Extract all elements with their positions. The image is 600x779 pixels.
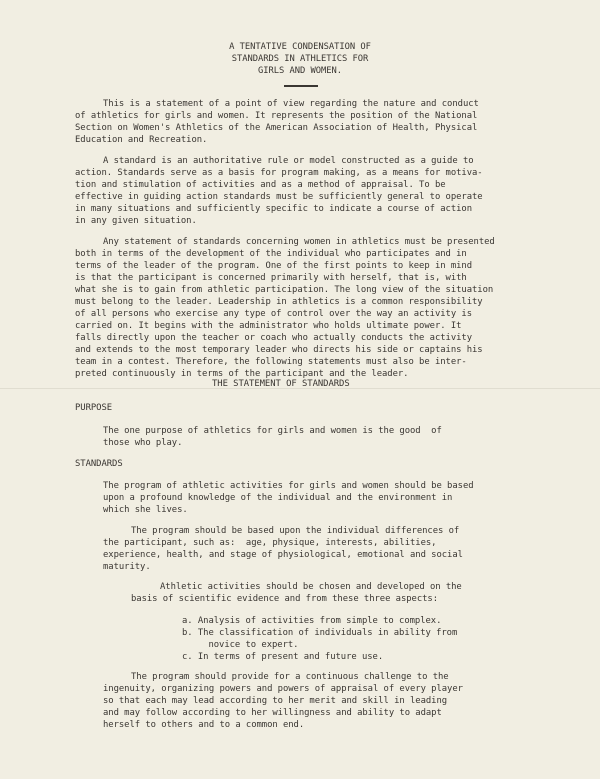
program-line: The program of athletic activities for girls and women should be based	[103, 481, 474, 491]
statement-line: terms of the leader of the program. One of the first points to keep in mind	[75, 261, 472, 271]
statement-of-standards-heading: THE STATEMENT OF STANDARDS	[212, 379, 350, 389]
aspect-item-a: a. Analysis of activities from simple to complex.	[182, 616, 442, 626]
standard-line: in any given situation.	[75, 216, 197, 226]
statement-line: Any statement of standards concerning women in athletics must be presented	[103, 237, 495, 247]
statement-line: both in terms of the development of the individual who participates and in	[75, 249, 467, 259]
statement-line: and extends to the most temporary leader who directs his side or captains his	[75, 345, 483, 355]
standard-line: A standard is an authoritative rule or model constructed as a guide to	[103, 156, 474, 166]
statement-line: carried on. It begins with the administrator who holds ultimate power. It	[75, 321, 462, 331]
challenge-line: herself to others and to a common end.	[103, 720, 305, 730]
aspect-item-b: b. The classification of individuals in ability from	[182, 628, 458, 638]
standard-line: in many situations and sufficiently specific to indicate a course of action	[75, 204, 472, 214]
document-title-line-1: A TENTATIVE CONDENSATION OF	[229, 42, 371, 52]
standards-heading: STANDARDS	[75, 459, 123, 469]
differences-line: The program should be based upon the individual differences of	[131, 526, 460, 536]
intro-line: of athletics for girls and women. It represents the position of the National	[75, 111, 478, 121]
challenge-line: and may follow according to her willingness and ability to adapt	[103, 708, 442, 718]
document-title-line-2: STANDARDS IN ATHLETICS FOR	[231, 54, 369, 64]
title-underline	[284, 85, 318, 87]
activities-line: Athletic activities should be chosen and developed on the	[160, 582, 462, 592]
purpose-line: The one purpose of athletics for girls and women is the good of	[103, 426, 442, 436]
statement-line: team in a contest. Therefore, the following statements must also be inter-	[75, 357, 467, 367]
purpose-line: those who play.	[103, 438, 183, 448]
differences-line: maturity.	[103, 562, 151, 572]
challenge-line: The program should provide for a continuous challenge to the	[131, 672, 449, 682]
aspect-item-c: c. In terms of present and future use.	[182, 652, 384, 662]
statement-line: must belong to the leader. Leadership in athletics is a common responsibility	[75, 297, 483, 307]
differences-line: experience, health, and stage of physiological, emotional and social	[103, 550, 463, 560]
statement-line: what she is to gain from athletic participation. The long view of the situation	[75, 285, 494, 295]
differences-line: the participant, such as: age, physique, interests, abilities,	[103, 538, 437, 548]
statement-line: falls directly upon the teacher or coach who actually conducts the activity	[75, 333, 472, 343]
activities-line: basis of scientific evidence and from these three aspects:	[131, 594, 439, 604]
program-line: upon a profound knowledge of the individual and the environment in	[103, 493, 453, 503]
challenge-line: ingenuity, organizing powers and powers of appraisal of every player	[103, 684, 463, 694]
intro-line: This is a statement of a point of view regarding the nature and conduct	[103, 99, 479, 109]
standard-line: tion and stimulation of activities and as a method of appraisal. To be	[75, 180, 446, 190]
statement-line: is that the participant is concerned primarily with herself, that is, with	[75, 273, 467, 283]
standard-line: action. Standards serve as a basis for program making, as a means for motiva-	[75, 168, 483, 178]
statement-line: of all persons who exercise any type of control over the way an activity is	[75, 309, 472, 319]
intro-line: Section on Women's Athletics of the American Association of Health, Physical	[75, 123, 478, 133]
challenge-line: so that each may lead according to her merit and skill in leading	[103, 696, 448, 706]
purpose-heading: PURPOSE	[75, 403, 113, 413]
aspect-item-b-continued: novice to expert.	[182, 640, 299, 650]
program-line: which she lives.	[103, 505, 188, 515]
standard-line: effective in guiding action standards must be sufficiently general to operate	[75, 192, 483, 202]
statement-line: preted continuously in terms of the participant and the leader.	[75, 369, 409, 379]
intro-line: Education and Recreation.	[75, 135, 208, 145]
document-title-line-3: GIRLS AND WOMEN.	[258, 66, 342, 76]
